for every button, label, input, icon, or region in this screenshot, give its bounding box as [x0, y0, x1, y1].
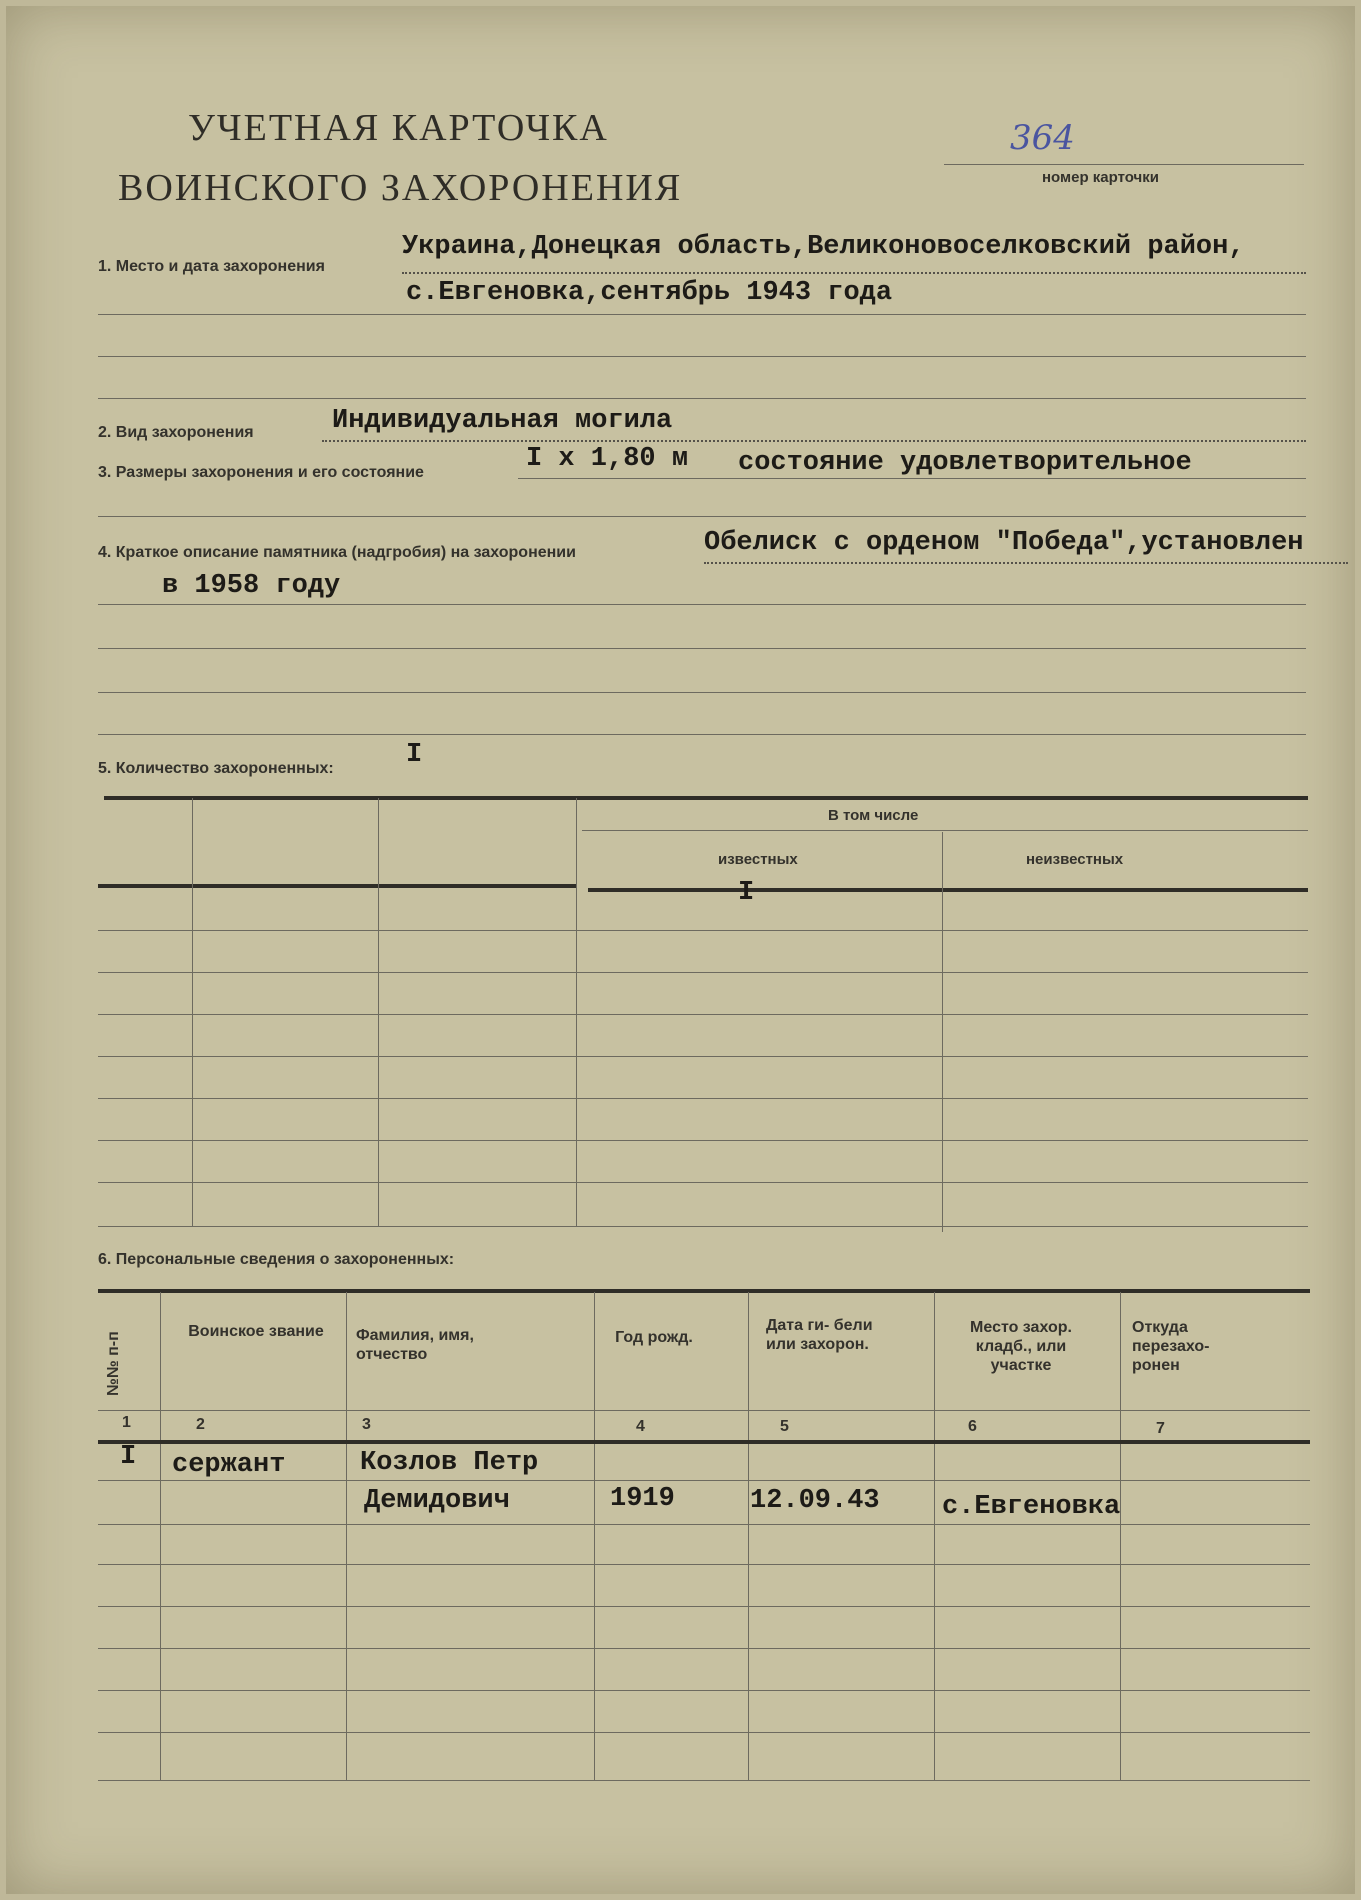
section6-vline-4 — [748, 1292, 749, 1780]
section6-row-rule — [98, 1564, 1310, 1565]
section5-vline-3 — [576, 798, 577, 1226]
section6-vline-3 — [594, 1292, 595, 1780]
section6-table-top — [98, 1289, 1310, 1293]
section6-row-rule — [98, 1524, 1310, 1525]
section5-vline-1 — [192, 798, 193, 1226]
row1-place: с.Евгеновка — [942, 1492, 1121, 1522]
section3-rule — [518, 478, 1306, 479]
section6-header-rank: Воинское звание — [188, 1323, 324, 1340]
section3-label: 3. Размеры захоронения и его состояние — [98, 464, 424, 481]
section4-rule5 — [98, 734, 1306, 735]
section5-row-rule — [98, 930, 1308, 931]
card-title-line1: УЧЕТНАЯ КАРТОЧКА — [188, 107, 609, 149]
section5-col-unknown: неизвестных — [1026, 851, 1124, 868]
section5-count: I — [406, 740, 423, 770]
section3-size: I x 1,80 м — [526, 444, 689, 474]
row1-name-line1: Козлов Петр — [360, 1448, 539, 1478]
section6-row-rule — [98, 1648, 1310, 1649]
section4-rule4 — [98, 692, 1306, 693]
card-number-line — [944, 164, 1304, 165]
section3-rule2 — [98, 516, 1306, 517]
section5-vline-2 — [378, 798, 379, 1226]
section6-header-from: Откуда перезахо- ронен — [1132, 1319, 1210, 1374]
section6-header-place: Место захор. кладб., или участке — [970, 1319, 1072, 1374]
section6-colnum-6: 6 — [968, 1418, 977, 1435]
section6-row-rule — [98, 1780, 1310, 1781]
section5-row-rule — [98, 1182, 1308, 1183]
burial-record-card — [6, 6, 1355, 1894]
section6-header-num: №№ п-п — [105, 1331, 122, 1396]
section2-value: Индивидуальная могила — [332, 406, 673, 436]
section6-colnum-2: 2 — [196, 1416, 205, 1433]
section6-data-top — [98, 1440, 1310, 1444]
section5-header-rule-right — [588, 888, 1308, 892]
section1-place-line1: Украина,Донецкая область,Великоновоселковский район, — [402, 232, 1245, 262]
section5-label: 5. Количество захороненных: — [98, 760, 334, 777]
section2-label: 2. Вид захоронения — [98, 424, 254, 441]
section6-header-date: Дата ги- бели или захорон. — [766, 1317, 873, 1353]
section4-label: 4. Краткое описание памятника (надгробия) на захоронении — [98, 544, 576, 561]
section4-line1: Обелиск с орденом "Победа",установлен — [704, 528, 1304, 558]
section5-row-rule — [98, 1140, 1308, 1141]
section4-rule3 — [98, 648, 1306, 649]
section6-vline-5 — [934, 1292, 935, 1780]
section5-row-rule — [98, 1098, 1308, 1099]
section5-group-header: В том числе — [828, 807, 919, 824]
section6-colnum-3: 3 — [362, 1416, 371, 1433]
section6-header-year: Год рожд. — [615, 1329, 693, 1346]
section6-colnum-7: 7 — [1156, 1420, 1165, 1437]
row1-name-line2: Демидович — [364, 1486, 510, 1516]
section4-line2: в 1958 году — [162, 571, 341, 601]
card-title-line2: ВОИНСКОГО ЗАХОРОНЕНИЯ — [118, 167, 683, 209]
section5-row-rule — [98, 1056, 1308, 1057]
section6-colnum-5: 5 — [780, 1418, 789, 1435]
section6-vline-6 — [1120, 1292, 1121, 1780]
row1-rank: сержант — [172, 1450, 286, 1480]
row1-date: 12.09.43 — [750, 1486, 880, 1516]
section2-rule — [322, 440, 1306, 442]
section3-state: состояние удовлетворительное — [738, 448, 1192, 478]
section5-row-rule — [98, 1226, 1308, 1227]
section6-row-rule — [98, 1606, 1310, 1607]
section1-rule4 — [98, 398, 1306, 399]
section5-row-rule — [98, 972, 1308, 973]
card-number-value: 364 — [1010, 118, 1075, 158]
section4-rule2 — [98, 604, 1306, 605]
card-number-label: номер карточки — [1042, 169, 1159, 186]
section5-table-top — [104, 796, 1308, 800]
row1-year: 1919 — [610, 1484, 675, 1514]
section6-row-rule — [98, 1690, 1310, 1691]
section6-row-rule — [98, 1732, 1310, 1733]
section1-place-line2: с.Евгеновка,сентябрь 1943 года — [406, 278, 893, 308]
section1-rule2 — [98, 314, 1306, 315]
section5-header-rule-left — [98, 884, 576, 888]
section6-vline-2 — [346, 1292, 347, 1780]
row1-num: I — [120, 1442, 137, 1472]
section5-group-rule — [582, 830, 1308, 831]
section4-rule1 — [704, 562, 1348, 564]
section6-header-name: Фамилия, имя, отчество — [356, 1327, 474, 1363]
section5-row-rule — [98, 1014, 1308, 1015]
section6-colnum-1: 1 — [122, 1414, 131, 1431]
section6-header-rule — [98, 1410, 1310, 1411]
section6-vline-1 — [160, 1292, 161, 1780]
section1-rule1 — [402, 272, 1306, 274]
section5-col-known: известных — [718, 851, 798, 868]
section5-vline-4 — [942, 832, 943, 1232]
section6-row-rule — [98, 1480, 1310, 1481]
section1-label: 1. Место и дата захоронения — [98, 258, 325, 275]
section6-label: 6. Персональные сведения о захороненных: — [98, 1251, 455, 1268]
section5-known-value: I — [738, 878, 755, 908]
section1-rule3 — [98, 356, 1306, 357]
section6-colnum-4: 4 — [636, 1418, 645, 1435]
